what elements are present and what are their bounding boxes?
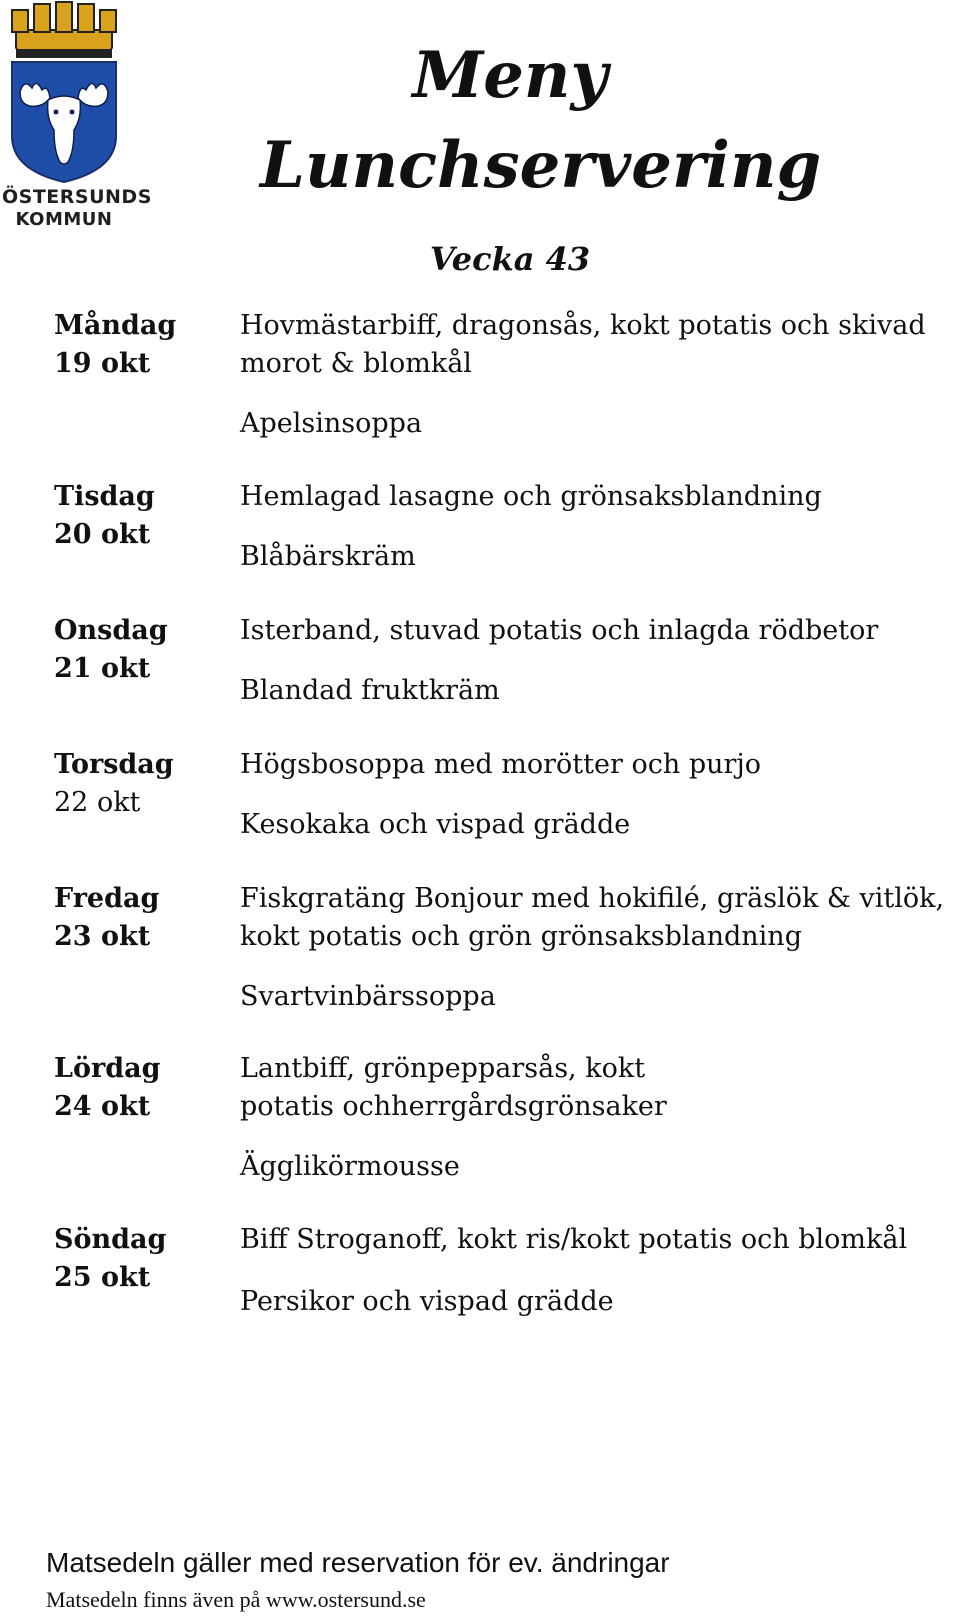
dessert: Persikor och vispad grädde bbox=[240, 1286, 614, 1317]
day-date: 19 okt bbox=[54, 348, 151, 379]
dessert: Blandad fruktkräm bbox=[240, 675, 500, 706]
dessert: Kesokaka och vispad grädde bbox=[240, 809, 631, 840]
dessert: Svartvinbärssoppa bbox=[240, 981, 496, 1012]
main-course: Hovmästarbiff, dragonsås, kokt potatis och skivad morot & blomkål bbox=[240, 310, 926, 379]
day-name: Torsdag bbox=[54, 749, 174, 780]
day-date: 23 okt bbox=[54, 921, 151, 952]
day-date: 20 okt bbox=[54, 519, 151, 550]
ostersund-logo bbox=[2, 0, 152, 232]
day-date: 21 okt bbox=[54, 653, 151, 684]
dessert: Ägglikörmousse bbox=[240, 1151, 460, 1182]
main-course: Isterband, stuvad potatis och inlagda rödbetor bbox=[240, 615, 879, 646]
crown-icon bbox=[12, 2, 116, 58]
footer-web-note: Matsedeln finns även på www.ostersund.se bbox=[46, 1587, 426, 1612]
main-course: Biff Stroganoff, kokt ris/kokt potatis och blomkål bbox=[240, 1224, 908, 1255]
day-name: Lördag bbox=[54, 1053, 161, 1084]
menu-subtitle: Lunchservering bbox=[260, 128, 822, 203]
logo-text-line2: KOMMUN bbox=[15, 209, 113, 230]
day-name: Fredag bbox=[54, 883, 160, 914]
day-name: Tisdag bbox=[54, 481, 155, 512]
main-course: Högsbosoppa med morötter och purjo bbox=[240, 749, 762, 780]
dessert: Apelsinsoppa bbox=[240, 408, 423, 439]
week-label: Vecka 43 bbox=[429, 240, 591, 278]
day-name: Söndag bbox=[54, 1224, 167, 1255]
logo-text-line1: ÖSTERSUNDS bbox=[2, 186, 152, 208]
day-name: Måndag bbox=[54, 310, 177, 341]
dessert: Blåbärskräm bbox=[240, 541, 416, 572]
day-date: 25 okt bbox=[54, 1262, 151, 1293]
main-course: Hemlagad lasagne och grönsaksblandning bbox=[240, 481, 822, 512]
moose-shield-icon bbox=[2, 0, 126, 186]
day-date: 24 okt bbox=[54, 1091, 151, 1122]
menu-title: Meny bbox=[412, 38, 608, 113]
day-date: 22 okt bbox=[54, 787, 141, 818]
day-name: Onsdag bbox=[54, 615, 168, 646]
main-course: Lantbiff, grönpepparsås, kokt potatis ochherrgårdsgrönsaker bbox=[240, 1053, 667, 1122]
footer-disclaimer: Matsedeln gäller med reservation för ev. ändringar bbox=[46, 1547, 670, 1578]
main-course: Fiskgratäng Bonjour med hokifilé, gräslök & vitlök, kokt potatis och grön grönsaksblandning bbox=[240, 883, 945, 952]
